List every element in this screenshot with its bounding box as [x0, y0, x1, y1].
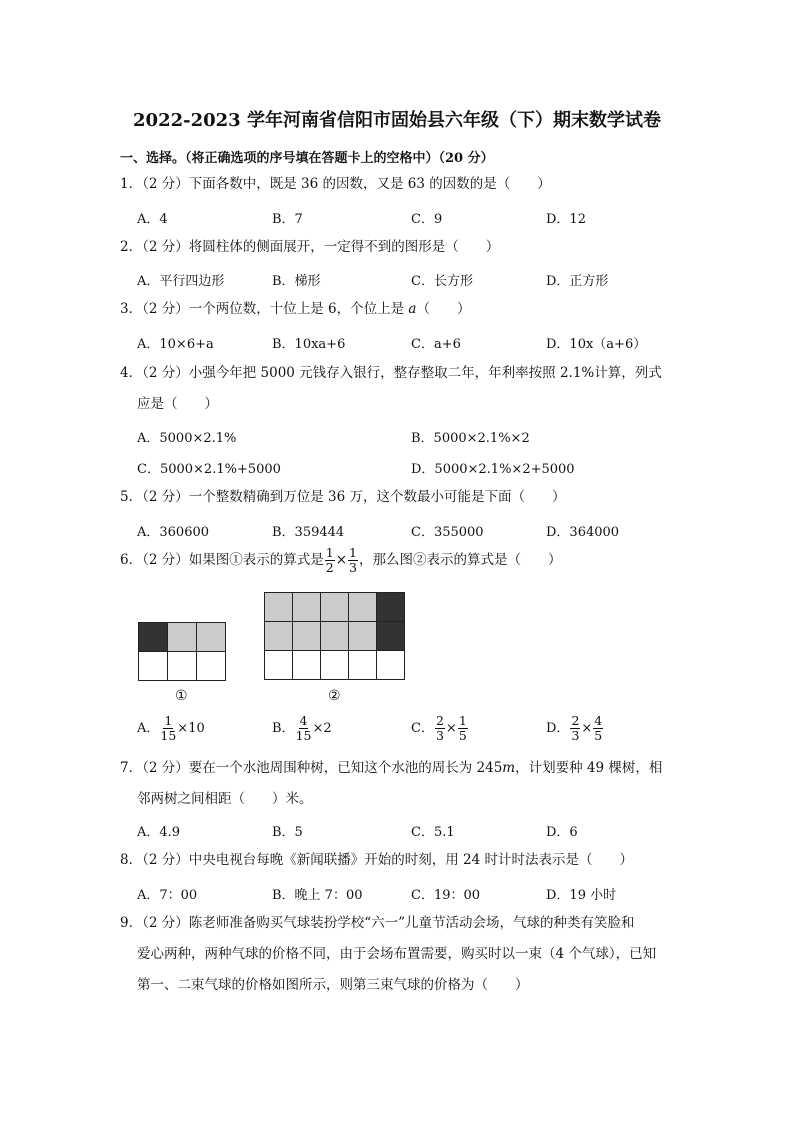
fraction-numerator: 4 [594, 713, 603, 728]
q5-option-a: A．360600 [137, 525, 210, 540]
fraction-numerator: 1 [164, 713, 173, 728]
fig1-cell [139, 652, 168, 681]
q6-fraction-2-numerator: 1 [349, 545, 357, 560]
question-8: 8．（2 分）中央电视台每晚《新闻联播》开始的时刻，用 24 时计时法表示是（ ） [120, 852, 633, 868]
fraction-denominator: 5 [458, 728, 467, 743]
q6-fraction-1-denominator: 2 [325, 560, 334, 575]
q6-option-c-fraction-2 [458, 714, 468, 743]
fig1-cell [139, 623, 168, 652]
q5-option-c: C．355000 [411, 525, 484, 540]
q1-option-a: A．4 [137, 212, 168, 227]
q6-fraction-2-denominator: 3 [349, 560, 357, 575]
q6-fraction-1 [325, 546, 335, 575]
q7-option-c: C．5.1 [411, 825, 455, 840]
q6-option-c [411, 714, 469, 743]
q5-option-b: B．359444 [272, 525, 345, 540]
q6-option-c-times: × [445, 721, 457, 736]
fraction-denominator: 15 [295, 728, 312, 743]
fraction-numerator: 1 [458, 713, 467, 728]
q7-unit: m [502, 760, 516, 776]
q7-option-a: A．4.9 [137, 825, 181, 840]
q4-option-a: A．5000×2.1% [137, 431, 237, 446]
q6-option-a-fraction [160, 714, 176, 743]
fig2-cell [321, 593, 349, 622]
fig2-cell [377, 593, 405, 622]
q7-option-d: D．6 [546, 825, 578, 840]
fig2-cell [321, 622, 349, 651]
figure-1-grid [138, 622, 226, 681]
q6-option-b-fraction [296, 714, 312, 743]
q7-text-b: ，计划要种 49 棵树，相 [515, 760, 663, 776]
q3-option-b: B．10xa+6 [272, 337, 346, 352]
fraction-numerator: 4 [299, 713, 308, 728]
q6-fraction-2 [348, 546, 358, 575]
fraction-denominator: 5 [594, 728, 603, 743]
fig2-cell [349, 622, 377, 651]
q3-variable: a [408, 301, 417, 317]
fig1-cell [197, 652, 226, 681]
q6-option-b-label: B． [272, 721, 295, 736]
fig2-cell [293, 593, 321, 622]
q3-option-c: C．a+6 [411, 337, 461, 352]
q6-option-d-times: × [581, 721, 593, 736]
q6-option-d-fraction-2 [593, 714, 603, 743]
figure-2-caption: ② [328, 688, 341, 704]
q6-option-d-label: D． [546, 721, 570, 736]
question-4-line-2: 应是（ ） [137, 396, 218, 412]
q6-text-a: 6．（2 分）如果图①表示的算式是 [120, 552, 324, 568]
fig1-cell [168, 652, 197, 681]
question-4-line-1: 4．（2 分）小强今年把 5000 元钱存入银行，整存整取二年，年利率按照 2.1%计算，列式 [120, 365, 662, 381]
fig2-cell [293, 622, 321, 651]
fig2-cell [377, 651, 405, 680]
fig2-cell [265, 593, 293, 622]
question-9-line-1: 9．（2 分）陈老师准备购买气球装扮学校“六一”儿童节活动会场，气球的种类有笑脸和 [120, 915, 635, 931]
q4-option-d: D．5000×2.1%×2+5000 [411, 462, 575, 477]
fig1-cell [197, 623, 226, 652]
fraction-numerator: 2 [571, 713, 580, 728]
fraction-denominator: 3 [435, 728, 444, 743]
question-6 [120, 546, 561, 575]
q6-option-c-fraction-1 [435, 714, 445, 743]
q1-option-d: D．12 [546, 212, 586, 227]
question-5: 5．（2 分）一个整数精确到万位是 36 万，这个数最小可能是下面（ ） [120, 489, 566, 505]
fig2-cell [321, 651, 349, 680]
q3-option-a: A．10×6+a [137, 337, 214, 352]
q2-option-a: A．平行四边形 [137, 274, 225, 289]
fig2-cell [377, 622, 405, 651]
q6-option-c-label: C． [411, 721, 434, 736]
fraction-denominator: 15 [160, 728, 177, 743]
q3-text-a: 3．（2 分）一个两位数，十位上是 6，个位上是 [120, 301, 409, 317]
q1-option-c: C．9 [411, 212, 443, 227]
q6-option-d [546, 714, 604, 743]
exam-title: 2022-2023 学年河南省信阳市固始县六年级（下）期末数学试卷 [133, 110, 661, 131]
q1-option-b: B．7 [272, 212, 303, 227]
q4-option-c: C．5000×2.1%+5000 [137, 462, 281, 477]
q6-fraction-1-numerator: 1 [325, 545, 334, 560]
q7-text-a: 7．（2 分）要在一个水池周围种树，已知这个水池的周长为 245 [120, 760, 503, 776]
q6-option-b [272, 714, 332, 743]
q5-option-d: D．364000 [546, 525, 620, 540]
question-7-line-2: 邻两树之间相距（ ）米。 [137, 791, 313, 807]
question-1: 1．（2 分）下面各数中，既是 36 的因数，又是 63 的因数的是（ ） [120, 176, 551, 192]
fraction-numerator: 2 [435, 713, 444, 728]
q8-option-c: C．19：00 [411, 888, 481, 903]
q2-option-b: B．梯形 [272, 274, 321, 289]
question-3 [120, 301, 470, 317]
q3-text-b: （ ） [416, 301, 471, 317]
question-2: 2．（2 分）将圆柱体的侧面展开，一定得不到的图形是（ ） [120, 239, 500, 255]
q4-option-b: B．5000×2.1%×2 [411, 431, 530, 446]
fig1-cell [168, 623, 197, 652]
fig2-cell [293, 651, 321, 680]
fig2-cell [265, 622, 293, 651]
fig2-cell [349, 651, 377, 680]
figure-1-caption: ① [175, 688, 188, 704]
question-9-line-2: 爱心两种，两种气球的价格不同，由于会场布置需要，购买时以一束（4 个气球），已知 [137, 946, 657, 962]
q8-option-a: A．7：00 [137, 888, 198, 903]
figure-2-grid [264, 592, 405, 680]
q6-option-d-fraction-1 [570, 714, 580, 743]
q8-option-d: D．19 小时 [546, 888, 617, 903]
q7-option-b: B．5 [272, 825, 303, 840]
q6-text-b: ，那么图②表示的算式是（ ） [358, 552, 562, 568]
q6-option-b-tail: ×2 [312, 721, 332, 736]
fig2-cell [349, 593, 377, 622]
q6-option-a [137, 714, 205, 743]
q3-option-d: D．10x（a+6） [546, 337, 647, 352]
fraction-denominator: 3 [571, 728, 580, 743]
q2-option-d: D．正方形 [546, 274, 609, 289]
question-9-line-3: 第一、二束气球的价格如图所示，则第三束气球的价格为（ ） [137, 977, 529, 993]
q8-option-b: B．晚上 7：00 [272, 888, 363, 903]
question-7-line-1 [120, 760, 662, 776]
q6-times: × [335, 552, 347, 568]
q2-option-c: C．长方形 [411, 274, 473, 289]
q6-option-a-label: A． [137, 721, 160, 736]
q6-option-a-tail: ×10 [177, 721, 205, 736]
fig2-cell [265, 651, 293, 680]
section-heading: 一、选择。（将正确选项的序号填在答题卡上的空格中）（20 分） [120, 151, 494, 166]
